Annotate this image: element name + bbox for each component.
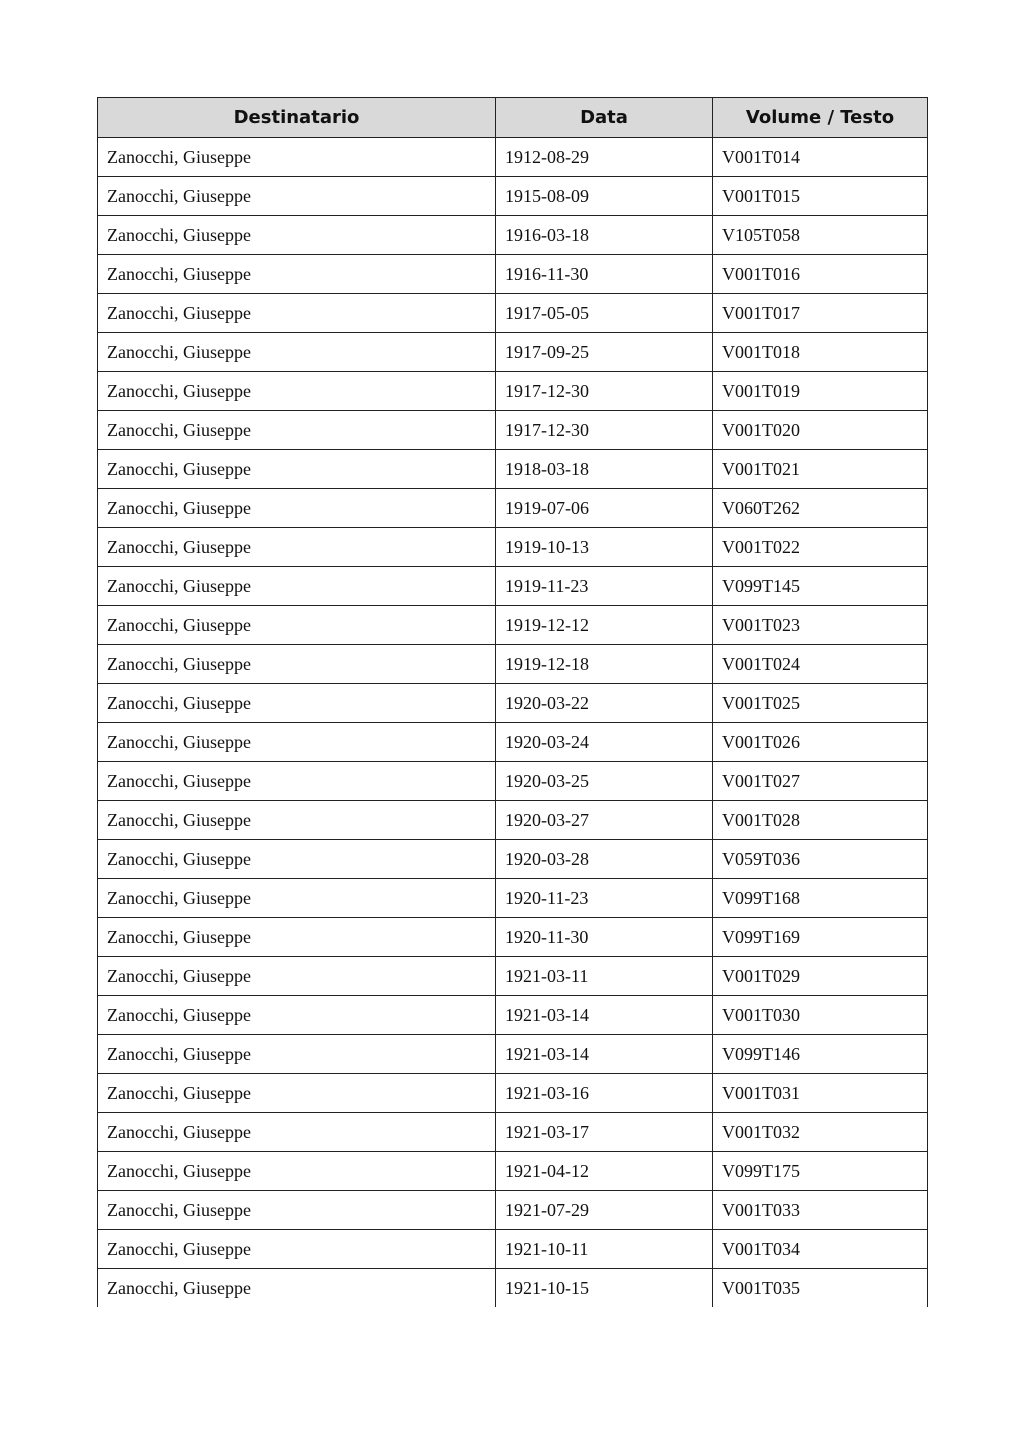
table-row (98, 489, 928, 528)
cell-data: 1919-12-12 (496, 606, 713, 645)
cell-volume-testo: V099T169 (713, 918, 928, 957)
cell-volume-testo: V001T015 (713, 177, 928, 216)
table-row (98, 177, 928, 216)
cell-volume-testo: V105T058 (713, 216, 928, 255)
cell-destinatario: Zanocchi, Giuseppe (98, 801, 496, 840)
table-row (98, 957, 928, 996)
cell-data: 1915-08-09 (496, 177, 713, 216)
table-row (98, 450, 928, 489)
cell-destinatario: Zanocchi, Giuseppe (98, 606, 496, 645)
cell-volume-testo: V001T019 (713, 372, 928, 411)
table-row (98, 840, 928, 879)
cell-destinatario: Zanocchi, Giuseppe (98, 1191, 496, 1230)
cell-destinatario: Zanocchi, Giuseppe (98, 450, 496, 489)
cell-volume-testo: V059T036 (713, 840, 928, 879)
cell-destinatario: Zanocchi, Giuseppe (98, 1113, 496, 1152)
cell-data: 1918-03-18 (496, 450, 713, 489)
column-header-destinatario: Destinatario (98, 98, 496, 138)
cell-destinatario: Zanocchi, Giuseppe (98, 762, 496, 801)
cell-data: 1921-03-11 (496, 957, 713, 996)
cell-data: 1920-11-23 (496, 879, 713, 918)
cell-volume-testo: V001T030 (713, 996, 928, 1035)
table-row (98, 684, 928, 723)
table-row (98, 762, 928, 801)
cell-volume-testo: V099T145 (713, 567, 928, 606)
cell-destinatario: Zanocchi, Giuseppe (98, 1269, 496, 1308)
cell-volume-testo: V001T022 (713, 528, 928, 567)
cell-data: 1917-09-25 (496, 333, 713, 372)
cell-data: 1919-11-23 (496, 567, 713, 606)
cell-destinatario: Zanocchi, Giuseppe (98, 255, 496, 294)
cell-destinatario: Zanocchi, Giuseppe (98, 1074, 496, 1113)
cell-volume-testo: V001T014 (713, 138, 928, 177)
cell-volume-testo: V001T029 (713, 957, 928, 996)
cell-data: 1919-12-18 (496, 645, 713, 684)
cell-data: 1920-03-28 (496, 840, 713, 879)
table-row (98, 1113, 928, 1152)
table-row (98, 138, 928, 177)
cell-destinatario: Zanocchi, Giuseppe (98, 294, 496, 333)
cell-data: 1916-11-30 (496, 255, 713, 294)
cell-destinatario: Zanocchi, Giuseppe (98, 333, 496, 372)
cell-destinatario: Zanocchi, Giuseppe (98, 996, 496, 1035)
cell-data: 1921-10-11 (496, 1230, 713, 1269)
table-row (98, 801, 928, 840)
cell-data: 1920-03-22 (496, 684, 713, 723)
cell-destinatario: Zanocchi, Giuseppe (98, 177, 496, 216)
table-row (98, 567, 928, 606)
table-body (98, 138, 928, 1308)
table-header (98, 98, 928, 138)
cell-destinatario: Zanocchi, Giuseppe (98, 957, 496, 996)
table-row (98, 1191, 928, 1230)
cell-volume-testo: V001T023 (713, 606, 928, 645)
cell-data: 1917-12-30 (496, 372, 713, 411)
cell-destinatario: Zanocchi, Giuseppe (98, 723, 496, 762)
table-row (98, 255, 928, 294)
cell-volume-testo: V001T025 (713, 684, 928, 723)
table-row (98, 294, 928, 333)
cell-volume-testo: V001T021 (713, 450, 928, 489)
cell-data: 1917-12-30 (496, 411, 713, 450)
cell-destinatario: Zanocchi, Giuseppe (98, 372, 496, 411)
cell-data: 1921-07-29 (496, 1191, 713, 1230)
cell-destinatario: Zanocchi, Giuseppe (98, 216, 496, 255)
table-row (98, 996, 928, 1035)
cell-volume-testo: V001T027 (713, 762, 928, 801)
cell-destinatario: Zanocchi, Giuseppe (98, 567, 496, 606)
cell-data: 1921-03-17 (496, 1113, 713, 1152)
table-row (98, 1230, 928, 1269)
cell-volume-testo: V099T175 (713, 1152, 928, 1191)
cell-volume-testo: V001T028 (713, 801, 928, 840)
table-row (98, 216, 928, 255)
table-row (98, 1269, 928, 1308)
cell-destinatario: Zanocchi, Giuseppe (98, 645, 496, 684)
cell-volume-testo: V060T262 (713, 489, 928, 528)
cell-data: 1921-03-14 (496, 1035, 713, 1074)
table-row (98, 1035, 928, 1074)
cell-data: 1912-08-29 (496, 138, 713, 177)
cell-volume-testo: V001T016 (713, 255, 928, 294)
cell-volume-testo: V001T024 (713, 645, 928, 684)
table-row (98, 528, 928, 567)
cell-data: 1921-03-14 (496, 996, 713, 1035)
cell-data: 1921-10-15 (496, 1269, 713, 1308)
cell-data: 1921-03-16 (496, 1074, 713, 1113)
table-row (98, 918, 928, 957)
letters-table (97, 97, 928, 1307)
document-page (97, 97, 927, 1307)
cell-destinatario: Zanocchi, Giuseppe (98, 840, 496, 879)
cell-destinatario: Zanocchi, Giuseppe (98, 1152, 496, 1191)
cell-data: 1920-03-25 (496, 762, 713, 801)
cell-destinatario: Zanocchi, Giuseppe (98, 138, 496, 177)
cell-data: 1920-03-27 (496, 801, 713, 840)
cell-volume-testo: V001T020 (713, 411, 928, 450)
cell-volume-testo: V001T033 (713, 1191, 928, 1230)
cell-data: 1917-05-05 (496, 294, 713, 333)
table-row (98, 1074, 928, 1113)
table-row (98, 333, 928, 372)
cell-destinatario: Zanocchi, Giuseppe (98, 684, 496, 723)
cell-data: 1916-03-18 (496, 216, 713, 255)
header-row (98, 98, 928, 138)
cell-data: 1919-07-06 (496, 489, 713, 528)
cell-destinatario: Zanocchi, Giuseppe (98, 528, 496, 567)
column-header-volume-testo: Volume / Testo (713, 98, 928, 138)
cell-volume-testo: V001T032 (713, 1113, 928, 1152)
table-row (98, 372, 928, 411)
cell-volume-testo: V001T035 (713, 1269, 928, 1308)
cell-destinatario: Zanocchi, Giuseppe (98, 1035, 496, 1074)
table-row (98, 411, 928, 450)
cell-volume-testo: V001T031 (713, 1074, 928, 1113)
table-row (98, 879, 928, 918)
table-row (98, 1152, 928, 1191)
cell-data: 1920-11-30 (496, 918, 713, 957)
cell-data: 1921-04-12 (496, 1152, 713, 1191)
cell-volume-testo: V001T017 (713, 294, 928, 333)
table-row (98, 645, 928, 684)
cell-destinatario: Zanocchi, Giuseppe (98, 879, 496, 918)
column-header-data: Data (496, 98, 713, 138)
cell-volume-testo: V099T168 (713, 879, 928, 918)
cell-volume-testo: V001T026 (713, 723, 928, 762)
cell-destinatario: Zanocchi, Giuseppe (98, 1230, 496, 1269)
table-row (98, 723, 928, 762)
cell-data: 1920-03-24 (496, 723, 713, 762)
cell-destinatario: Zanocchi, Giuseppe (98, 918, 496, 957)
cell-destinatario: Zanocchi, Giuseppe (98, 489, 496, 528)
cell-volume-testo: V099T146 (713, 1035, 928, 1074)
table-row (98, 606, 928, 645)
cell-volume-testo: V001T034 (713, 1230, 928, 1269)
cell-destinatario: Zanocchi, Giuseppe (98, 411, 496, 450)
cell-data: 1919-10-13 (496, 528, 713, 567)
cell-volume-testo: V001T018 (713, 333, 928, 372)
